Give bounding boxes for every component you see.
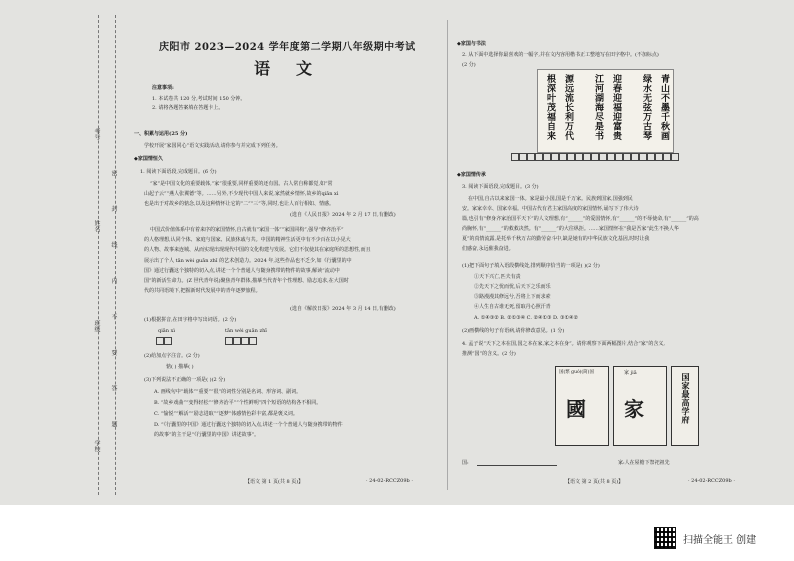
subject-title: 语文 [254, 59, 339, 78]
guo-answer-label: 国: [462, 460, 469, 466]
guo-answer-line[interactable] [477, 465, 557, 466]
couplet-col: 青山不墨千秋画 [659, 74, 669, 141]
name-label: 姓名 [93, 220, 100, 232]
para3-line: 在中国,自古以来家国一体。家是最小国,国是千万家。民族到国家,国强到民 [468, 196, 633, 202]
page2-footer: 【语文 第 2 页(共 8 页)】 [565, 479, 624, 485]
q1-stem: 1. 阅读下面语段,完成题目。(6 分) [140, 169, 217, 175]
guo-image-label: 国(繁 guó)(简)国 [559, 370, 594, 375]
para1-line: 山起子云”“燕人张翼德”等。……另外,不少现代中国人来说,家然就乡情怀,故乡的qiān xì [144, 191, 339, 197]
para2-line: 的人格理想,认同个体、家庭与国家、民族休戚与共。中国的精神生活更中有不少百在以小见大 [144, 237, 351, 243]
seal-line [98, 15, 99, 495]
seal-line-text: 密 封 线 内 不 要 答 题 [110, 170, 117, 442]
jia-seal-glyph: 家 [624, 397, 644, 421]
q3-stem: 3. 阅读下面语段,完成题目。(3 分) [462, 184, 539, 190]
page1-footer: 【语文 第 1 页(共 8 页)】 [245, 479, 304, 485]
para1-source: (选自《人民日报》2024 年 2 月 17 日,有删改) [290, 212, 396, 218]
binding-margin [0, 0, 135, 505]
q3-options: A. ①④③② B. ②①③④ C. ②④①③ D. ③①④② [474, 315, 578, 321]
para1-line: “家”是中国文化的重要载体,“家”很重要,同样重要的还有国。古人常自称都觉,如“常 [150, 181, 333, 187]
jia-character-image [613, 366, 667, 446]
intro-text: 学校开展“家国同心”语文实践活动,请你参与并完成下列任务。 [144, 143, 281, 149]
para2-line: 的人物、故事来连城、从而实现出现现代中国的文化构建与发展。它们不仅使其在家庭所的思想性,而且 [144, 247, 371, 253]
jia-image-label: 家 jiā [624, 370, 637, 376]
q3-1-stem: (1)把下面句子填入语段横线处,排列顺序恰当的一项是( )(2 分) [462, 263, 600, 269]
note-1: 1. 本试卷共 120 分,考试时间 150 分钟。 [152, 96, 246, 102]
q1-1-stem: (1)根据拼音,在田字格中写出词语。(2 分) [144, 317, 237, 323]
para3-line: 尚胸怀,有“______”的救救决然。有“______”的大往纵拒。……家国情怀在“我是吾家”此生不换人华 [462, 226, 679, 232]
option-d: D. “《行囊里的中国》通过行囊这个独特的切入点,讲述一个个普通人与随身携带的物件 [154, 422, 343, 428]
task3-title: ◆家国情传承 [457, 172, 486, 178]
scanner-watermark [654, 527, 756, 549]
scroll-text: 国家最高学府 [681, 373, 691, 424]
q1-2-stem: (2)给加点字注音。(2 分) [144, 353, 200, 359]
page2-code: · 24-02-RCCZ09b · [688, 478, 735, 484]
section-1-title: 一、积累与运用(25 分) [134, 131, 188, 137]
q4-stem-cont: 推测“国”的含义。(2 分) [462, 351, 516, 357]
guo-character-image [555, 366, 609, 446]
tianzige-b[interactable] [225, 337, 257, 345]
jia-meaning: 家:人在屋檐下祭祀祖先 [618, 460, 670, 466]
q4-stem: 4. 孟子说“天下之本在国,国之本在家,家之本在身”。请你观察下面两幅图片,结合“家”的含义, [462, 341, 665, 347]
option-a: A. 画线句中“载体”“重要”“很”的词性分别是名词、形容词、副词。 [154, 389, 302, 395]
school-label: 学校 [93, 440, 100, 452]
pinyin-a: qiān xì [158, 328, 176, 334]
exam-title: 庆阳市 2023—2024 学年度第二学期八年级期中考试 [159, 42, 416, 53]
para3-line: 安。家家幸幸、国家幸福。中国古代有君主家国高度的家国情怀,诵写下了伟大诗 [462, 206, 639, 212]
para2-line: 国》通过行囊这个独特的切入点,讲述一个个普通人与随身携带的物件的故事,解读“流动中 [144, 268, 340, 274]
calligraphy-scroll [671, 366, 699, 446]
para3-line: 夏”的真情流露,是托举千秋万古的勤劳奋斗中,缺是她有的中华民族文化基因,时时让我 [462, 236, 650, 242]
guo-seal-glyph: 國 [566, 397, 586, 421]
q2-answer-grid[interactable] [511, 153, 679, 161]
para2-line: 中国式价值体系中有着来序的家国情怀,自古就有“家国一体”“家国同构”,强导“修齐治平” [150, 227, 344, 233]
option-d-cont: 的故事”的主干是“《行囊里的中国》讲述故事”。 [154, 432, 260, 438]
para2-line: 代的共同语境下,把握新时代发展中的青年逐梦旅程。 [144, 288, 261, 294]
para2-line: 展示出了个人 tān wèi guān zhī 的艺术创造力。2024 年,这些作品也不乏少,如《行囊里的中 [144, 258, 352, 264]
page1-code: · 24-02-RCCZ09b · [366, 478, 413, 484]
q2-score: (2 分) [462, 62, 476, 68]
scanner-label: 扫描全能王 创建 [683, 534, 757, 546]
qr-code-icon [654, 527, 676, 549]
exam-no-label: 考号 [93, 128, 100, 140]
option-b: B. “故乡戏曲”“变得轻松”“修齐治平”“个性鲜明”四个短语的结构各不相同。 [154, 400, 322, 406]
q3-item: ④人生自古谁无死,留取丹心照汗青 [474, 304, 551, 310]
class-label: 班级 [93, 320, 100, 332]
page-divider [447, 20, 448, 490]
para3-line: 们感奋,永远催我奋进。 [462, 246, 514, 252]
q3-item: ①天下兴亡,匹夫有责 [474, 274, 521, 280]
couplet-col: 江河湖海尽是书 [593, 74, 603, 141]
couplet-col: 源远流长利万代 [563, 74, 573, 141]
couplet-col: 迎春迎福迎富贵 [611, 74, 621, 141]
para1-line: 也是出于对故乡的惦念,以及这种情怀让它的“二”“三”等,同时,也让人百行相如、情感。 [144, 201, 334, 207]
notes-title: 注意事项: [152, 85, 174, 91]
option-c: C. “愉悦”“解活”“励志进取”“逐梦”体感情色彩丰富,都是褒义词。 [154, 411, 298, 417]
task2-title: ◆家国与书法 [457, 41, 486, 47]
q1-2-items: 惦( ) 描摹( ) [166, 364, 194, 370]
couplet-col: 根深叶茂福自来 [545, 74, 555, 141]
couplet-col: 绿水无弦万古琴 [641, 74, 651, 141]
q2-stem: 2. 从下面中选择你最喜欢的一幅字,并在文内容用楷书正工整地写在田字格中。(不加标点) [462, 52, 659, 58]
pinyin-b: tān wèi guān zhī [225, 328, 267, 334]
q1-3-stem: (3)下列说法不正确的一项是( )(2 分) [144, 377, 226, 383]
calligraphy-image [537, 69, 674, 153]
para2-source: (选自《解放日报》2024 年 3 月 14 日,有删改) [290, 306, 396, 312]
task1-title: ◆家国情恒久 [134, 156, 163, 162]
note-2: 2. 请将各题答案填在答题卡上。 [152, 105, 224, 111]
q3-2-stem: (2)画横线的句子有语病,请你修改意见。(1 分) [462, 328, 565, 334]
q3-item: ②先天下之忧而忧,后天下之乐而乐 [474, 284, 551, 290]
q3-item: ③路漫漫其修远兮,吾将上下而求索 [474, 294, 551, 300]
para2-line: 国”的新活生命力。(Z 世代青年说)聚焦青年群体,描摹当代青年个性理想、励志追求,在大国时 [144, 278, 349, 284]
tianzige-a[interactable] [156, 337, 172, 345]
para3-line: 篇,也引有“修身齐家治国平天下”的人文理想,有“______”的爱国情怀,有“______”的不辱使命,有“______”的高 [462, 216, 699, 222]
